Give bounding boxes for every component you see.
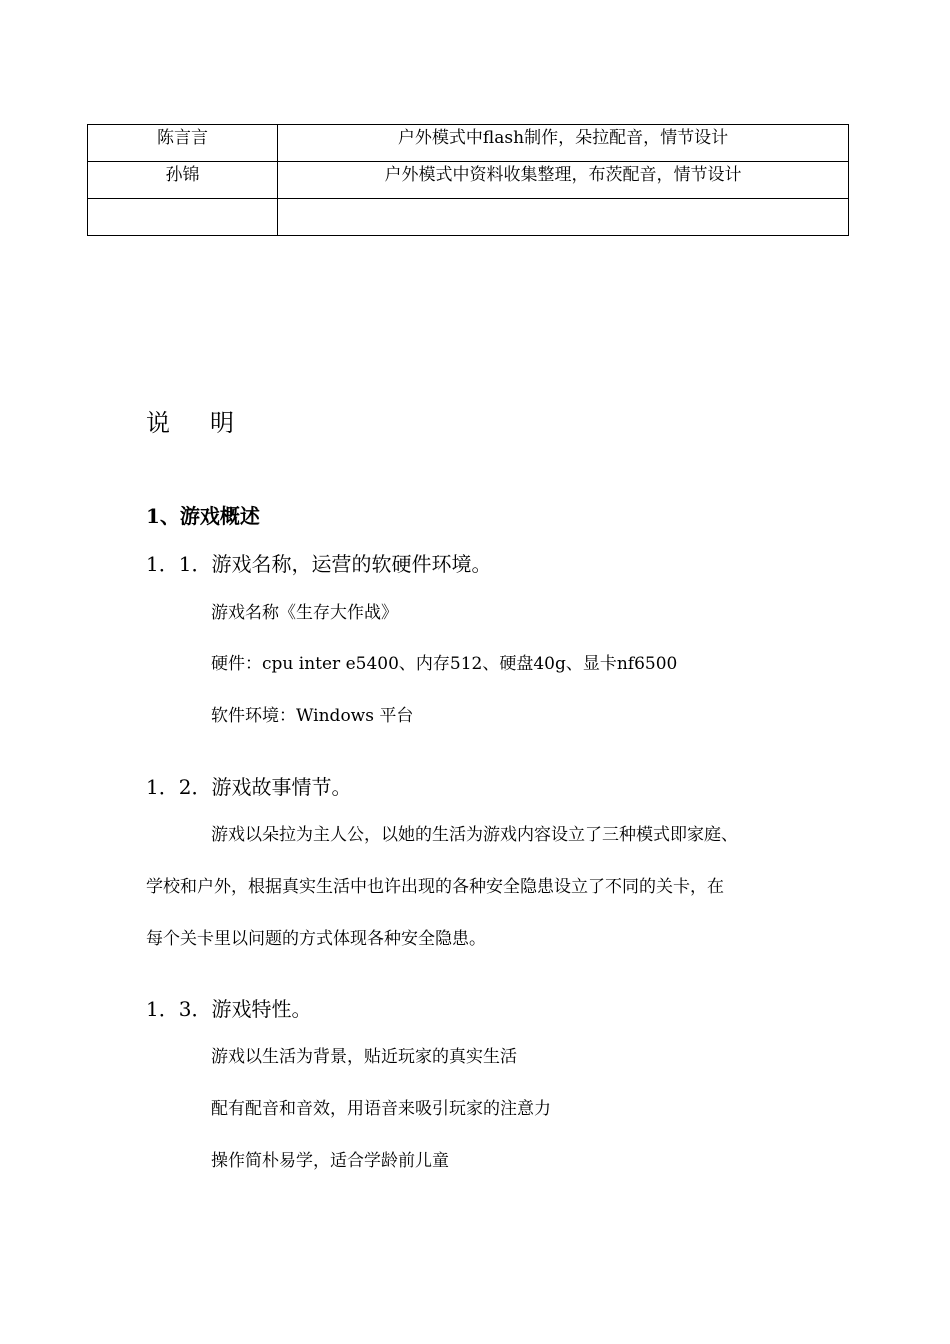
table-row	[88, 199, 849, 236]
story-paragraph-line: 游戏以朵拉为主人公，以她的生活为游戏内容设立了三种模式即家庭、	[211, 825, 738, 845]
credits-table	[87, 124, 849, 236]
game-name-line: 游戏名称《生存大作战》	[211, 603, 398, 623]
subsection-heading-1-1: 1．1．游戏名称，运营的软硬件环境。	[146, 552, 492, 576]
table-cell-name: 孙锦	[88, 162, 278, 199]
subsection-heading-1-2: 1．2．游戏故事情节。	[146, 775, 352, 799]
hardware-line: 硬件：cpu inter e5400、内存512、硬盘40g、显卡nf6500	[211, 654, 678, 674]
table-row	[88, 162, 849, 199]
feature-line: 操作简朴易学，适合学龄前儿童	[211, 1151, 449, 1171]
story-paragraph-line: 学校和户外，根据真实生活中也许出现的各种安全隐患设立了不同的关卡，在	[146, 877, 724, 897]
table-cell-role	[278, 199, 849, 236]
section-heading: 1、游戏概述	[146, 504, 260, 528]
page-title: 说明	[146, 409, 274, 437]
table-cell-role: 户外模式中资料收集整理，布茨配音，情节设计	[278, 162, 849, 199]
table-row	[88, 125, 849, 162]
story-paragraph-line: 每个关卡里以问题的方式体现各种安全隐患。	[146, 929, 486, 949]
subsection-heading-1-3: 1．3．游戏特性。	[146, 997, 312, 1021]
table-cell-role: 户外模式中flash制作，朵拉配音，情节设计	[278, 125, 849, 162]
feature-line: 配有配音和音效，用语音来吸引玩家的注意力	[211, 1099, 551, 1119]
table-cell-name	[88, 199, 278, 236]
table-cell-name: 陈言言	[88, 125, 278, 162]
software-line: 软件环境：Windows 平台	[211, 706, 414, 726]
feature-line: 游戏以生活为背景，贴近玩家的真实生活	[211, 1047, 517, 1067]
